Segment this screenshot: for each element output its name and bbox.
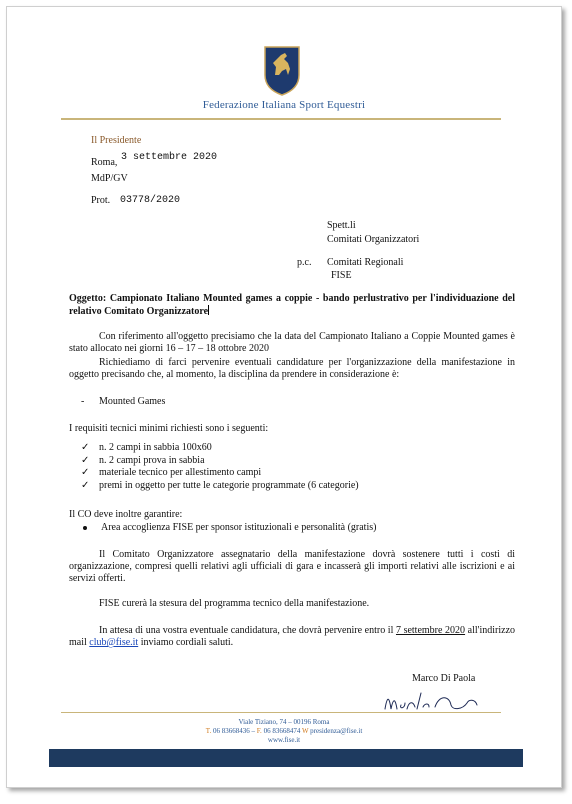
city: Roma, [91, 157, 118, 168]
protocol-number: 03778/2020 [120, 195, 181, 206]
paragraph-costs: Il Comitato Organizzatore assegnatario della manifestazione dovrà sostenere tutti i costi di organizzazione, compresi quelli relativi agli ufficiali di gara e incasserà gli importi relativi alle iscrizioni e ai servizi offerti. [69, 549, 515, 584]
requirements-intro: I requisiti tecnici minimi richiesti sono i seguenti: [69, 423, 269, 434]
checkmark-icon: ✓ [81, 479, 90, 491]
paragraph-closing: In attesa di una vostra eventuale candidatura, che dovrà pervenire entro il 7 settembre 2020 all'indirizzo mail club@fise.it inviamo cordiali saluti. [69, 625, 516, 648]
recipient-salutation: Spett.li [327, 220, 356, 231]
subject-text: Oggetto: Campionato Italiano Mounted games a coppie - bando perlustrativo per l'individuazione del relativo Comitato Organizzatore [69, 293, 515, 317]
reference-code: MdP/GV [91, 173, 128, 184]
fise-logo [261, 45, 303, 97]
requirements-list [81, 442, 359, 492]
letter-page [6, 6, 562, 788]
signer-name: Marco Di Paola [412, 673, 476, 684]
bullet-icon [83, 526, 87, 530]
paragraph-date: Con riferimento all'oggetto precisiamo che la data del Campionato Italiano a Coppie Mounted games è stato allocato nei giorni 16 – 17 – 18 ottobre 2020 [69, 331, 515, 354]
checkmark-icon: ✓ [81, 442, 90, 453]
cc-fise: FISE [331, 270, 352, 281]
text-cursor [208, 305, 209, 315]
footer-website[interactable]: www.fise.it [267, 736, 301, 744]
cc-regional-committees: Comitati Regionali [327, 257, 404, 268]
footer-bar [49, 749, 523, 767]
deadline-date: 7 settembre 2020 [395, 625, 466, 636]
footer-email[interactable]: presidenza@fise.it [310, 727, 363, 735]
subject-line [69, 293, 515, 318]
president-label: Il Presidente [91, 135, 142, 146]
discipline-item: Mounted Games [99, 396, 166, 407]
org-name: Federazione Italiana Sport Equestri [202, 99, 366, 111]
protocol-label: Prot. [91, 195, 111, 206]
paragraph-program: FISE curerà la stesura del programma tecnico della manifestazione. [99, 598, 370, 609]
email-link[interactable]: club@fise.it [89, 637, 139, 648]
checkmark-icon: ✓ [81, 467, 90, 479]
footer-contacts: T. 06 83668436 – F. 06 83668474 W presidenza@fise.it [205, 727, 363, 735]
list-item: ✓ n. 2 campi in sabbia 100x60 [81, 442, 212, 453]
co-intro: Il CO deve inoltre garantire: [69, 509, 183, 520]
list-item: ✓ premi in oggetto per tutte le categorie programmate (6 categorie) [81, 479, 359, 491]
footer-address: Viale Tiziano, 74 – 00196 Roma [238, 718, 330, 726]
recipient-organizers: Comitati Organizzatori [327, 234, 420, 245]
footer-divider [61, 712, 501, 713]
header-divider [61, 118, 501, 120]
paragraph-request: Richiediamo di farci pervenire eventuali candidature per l'organizzazione della manifestazione in oggetto precisando che, al momento, la disciplina da prendere in considerazione è: [69, 357, 515, 380]
list-item: ✓ materiale tecnico per allestimento campi [81, 467, 262, 479]
list-item: ✓ n. 2 campi prova in sabbia [81, 454, 205, 466]
cc-label: p.c. [297, 257, 312, 268]
letter-date: 3 settembre 2020 [121, 152, 218, 163]
discipline-dash: - [81, 396, 85, 407]
checkmark-icon: ✓ [81, 454, 90, 466]
co-item: Area accoglienza FISE per sponsor istituzionali e personalità (gratis) [101, 522, 377, 533]
